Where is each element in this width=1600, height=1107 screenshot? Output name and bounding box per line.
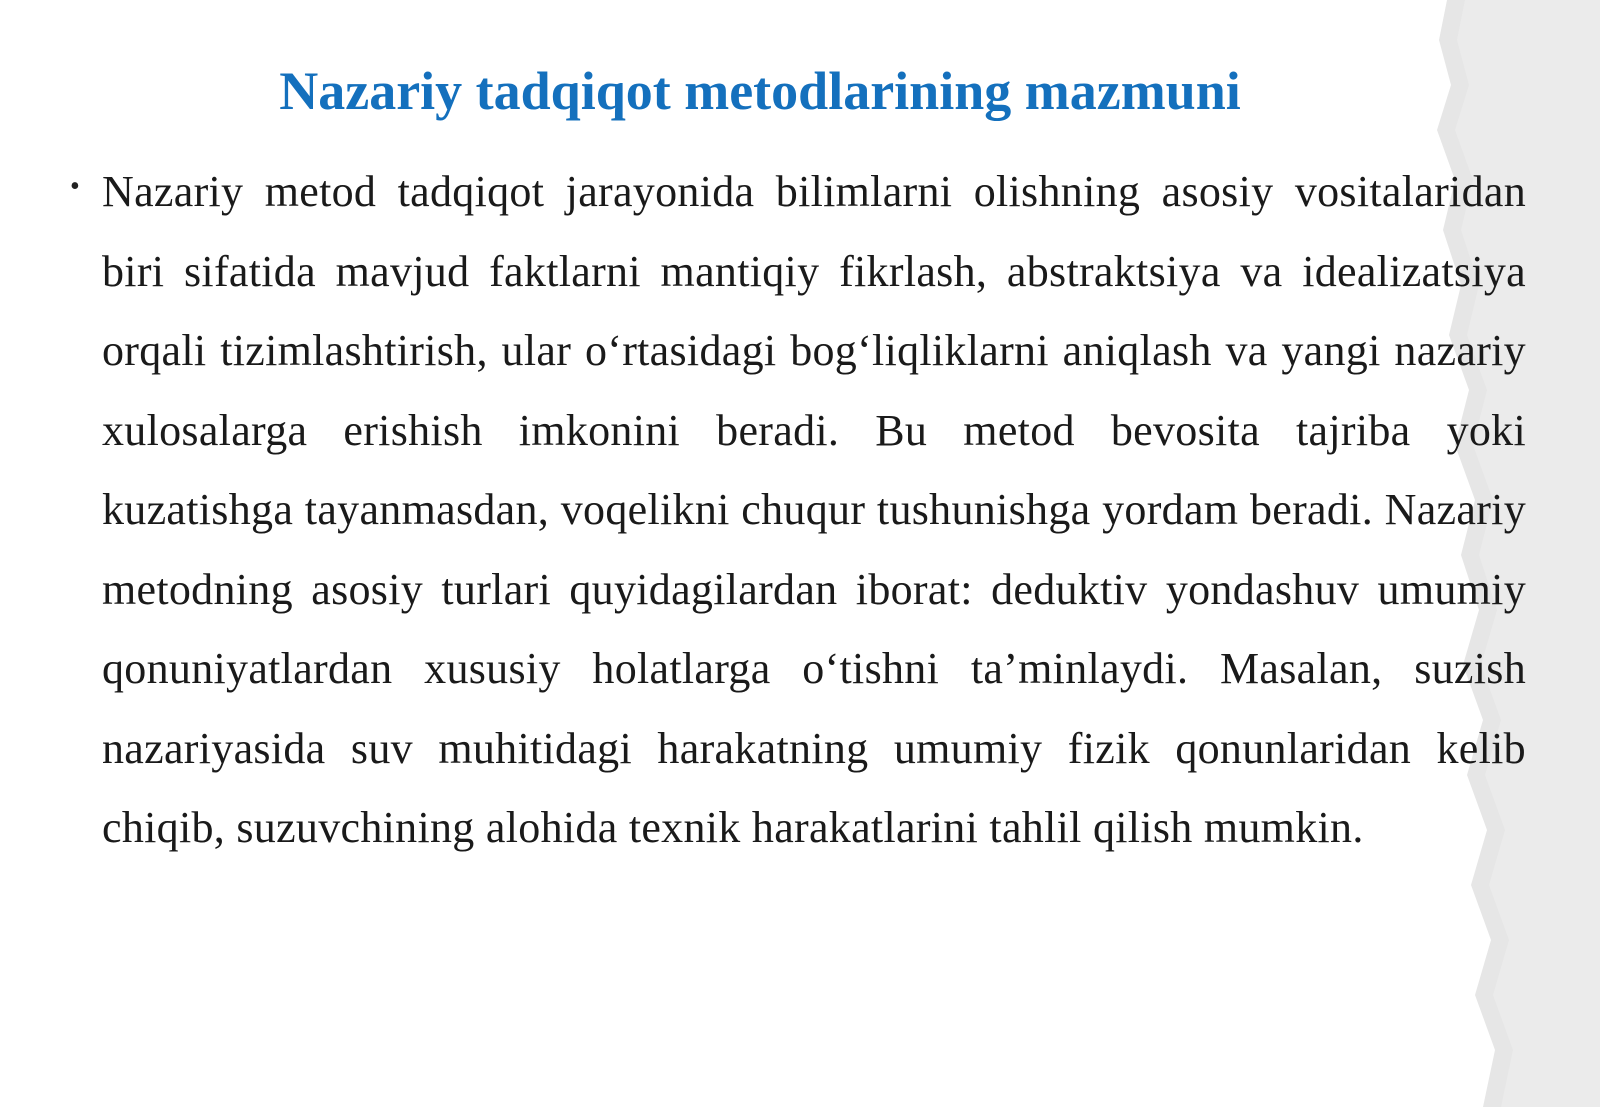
bullet-list — [70, 152, 1526, 868]
slide-title: Nazariy tadqiqot metodlarining mazmuni — [279, 61, 1241, 121]
bullet-text: Nazariy metod tadqiqot jarayonida bilimlarni olishning asosiy vositalaridan biri sifatida mavjud faktlarni mantiqiy fikrlash, abstraktsiya va idealizatsiya orqali tizimlashtirish, ular o‘rtasidagi bog‘liqliklarni aniqlash va yangi nazariy xulosalarga erishish imkonini beradi. Bu metod bevosita tajriba yoki kuzatishga tayanmasdan, voqelikni chuqur tushunishga yordam beradi. Nazariy metodning asosiy turlari quyidagilardan iborat: deduktiv yondashuv umumiy qonuniyatlardan xususiy holatlarga o‘tishni ta’minlaydi. Masalan, suzish nazariyasida suv muhitidagi harakatning umumiy fizik qonunlaridan kelib chiqib, suzuvchining alohida texnik harakatlarini tahlil qilish mumkin. — [102, 167, 1526, 852]
bullet-item — [70, 152, 1526, 868]
bullet-marker: • — [70, 171, 80, 202]
